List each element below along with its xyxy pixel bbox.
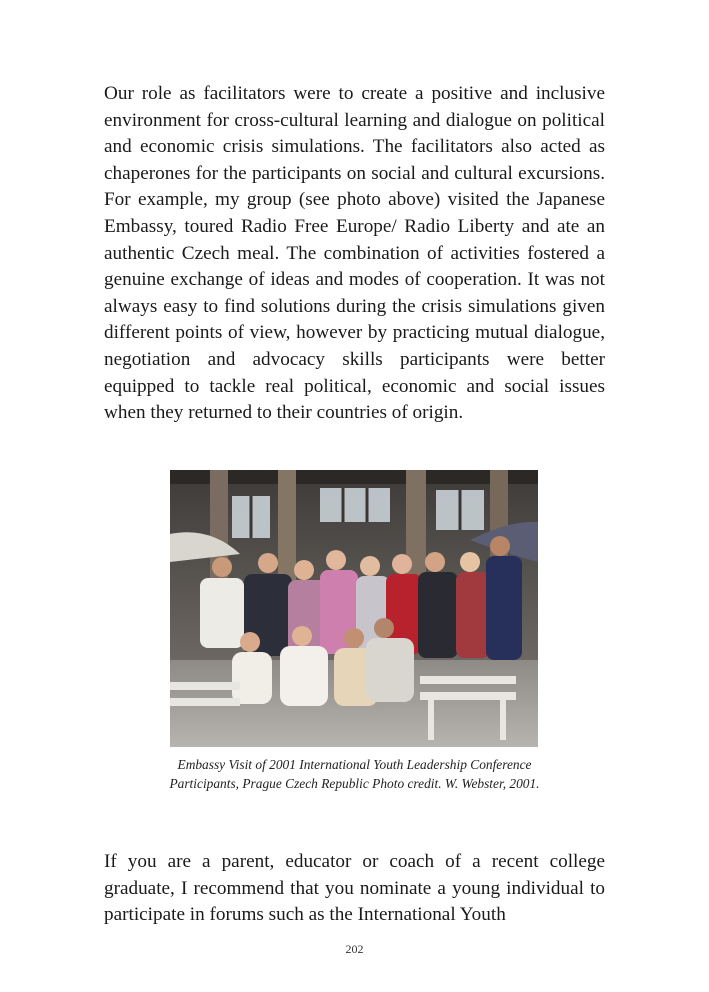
photo-caption: Embassy Visit of 2001 International Youth Leadership Conference Participants, Prague Czech Republic Photo credit. W. Webster, 2001. — [169, 757, 540, 791]
group-photo — [170, 470, 538, 747]
body-paragraph-2: If you are a parent, educator or coach of a recent college graduate, I recommend that you nominate a young individual to participate in forums such as the International Youth — [104, 851, 605, 926]
body-paragraph-1: Our role as facilitators were to create a positive and inclusive environment for cross-cultural learning and dialogue on political and economic crisis simulations. The facilitators also acted as chaperones for the participants on social and cultural excursions. For example, my group (see photo above) visited the Japanese Embassy, toured Radio Free Europe/ Radio Liberty and ate an authentic Czech meal. The combination of activities fostered a genuine exchange of ideas and modes of cooperation. It was not always easy to find solutions during the crisis simulations given different points of view, however by practicing mutual dialogue, negotiation and advocacy skills participants were better equipped to tackle real political, economic and social issues when they returned to their countries of origin. — [104, 83, 605, 424]
page-number: 202 — [345, 942, 364, 956]
